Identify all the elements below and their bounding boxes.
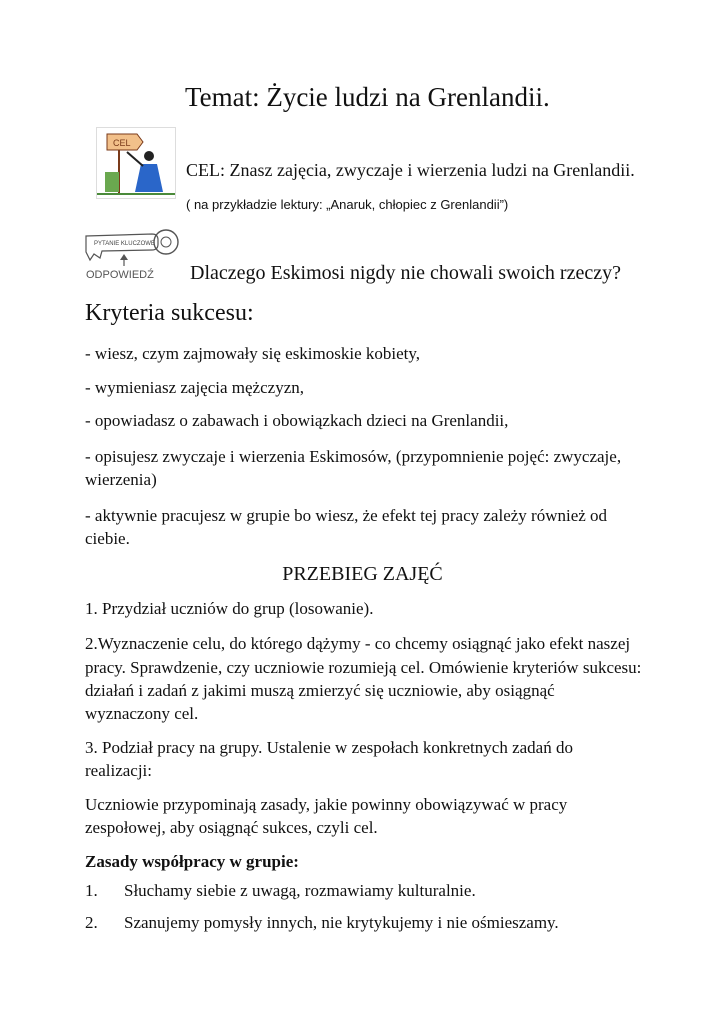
key-question: Dlaczego Eskimosi nigdy nie chowali swoich rzeczy? <box>190 262 621 284</box>
goal-text: CEL: Znasz zajęcia, zwyczaje i wierzenia ludzi na Grenlandii. <box>186 160 635 180</box>
criteria-item: - opowiadasz o zabawach i obowiązkach dzieci na Grenlandii, <box>85 411 509 430</box>
criteria-item: - wiesz, czym zajmowały się eskimoskie kobiety, <box>85 344 421 363</box>
key-label-top: PYTANIE KLUCZOWE <box>94 241 155 247</box>
lesson-step-1: 1. Przydział uczniów do grup (losowanie). <box>85 599 374 618</box>
criteria-item: - opisujesz zwyczaje i wierzenia Eskimosów, (przypomnienie pojęć: zwyczaje, <box>85 447 622 466</box>
lesson-note-line: zespołowej, aby osiągnąć sukces, czyli cel. <box>85 818 378 837</box>
rule-number: 1. <box>85 881 98 900</box>
page-title: Temat: Życie ludzi na Grenlandii. <box>185 82 550 112</box>
rules-heading: Zasady współpracy w grupie: <box>85 852 299 871</box>
lesson-heading: PRZEBIEG ZAJĘĆ <box>282 563 443 585</box>
lesson-step-2-line: 2.Wyznaczenie celu, do którego dążymy - co chcemy osiągnąć jako efekt naszej <box>85 634 631 653</box>
criteria-item: ciebie. <box>85 529 130 548</box>
goal-illustration <box>96 127 176 199</box>
rule-text: Szanujemy pomysły innych, nie krytykujemy i nie ośmieszamy. <box>124 913 559 932</box>
goal-sign-text: CEL <box>113 138 131 148</box>
rule-number: 2. <box>85 913 98 932</box>
lesson-note-line: Uczniowie przypominają zasady, jakie powinny obowiązywać w pracy <box>85 795 568 814</box>
rule-text: Słuchamy siebie z uwagą, rozmawiamy kulturalnie. <box>124 881 476 900</box>
criteria-item: - aktywnie pracujesz w grupie bo wiesz, że efekt tej pracy zależy również od <box>85 506 608 525</box>
criteria-item: - wymieniasz zajęcia mężczyzn, <box>85 378 304 397</box>
key-label-bottom: ODPOWIEDŹ <box>86 269 154 281</box>
criteria-item: wierzenia) <box>85 470 157 489</box>
key-question-illustration <box>82 226 182 284</box>
lesson-step-3-line: realizacji: <box>85 761 153 780</box>
lesson-step-2-line: wyznaczony cel. <box>85 704 199 723</box>
goal-subtext: ( na przykładzie lektury: „Anaruk, chłopiec z Grenlandii”) <box>186 197 509 212</box>
lesson-step-2-line: pracy. Sprawdzenie, czy uczniowie rozumieją cel. Omówienie kryteriów sukcesu: <box>85 658 642 677</box>
lesson-step-3-line: 3. Podział pracy na grupy. Ustalenie w zespołach konkretnych zadań do <box>85 738 573 757</box>
lesson-step-2-line: działań i zadań z jakimi muszą zmierzyć się uczniowie, aby osiągnąć <box>85 681 555 700</box>
criteria-heading: Kryteria sukcesu: <box>85 300 254 326</box>
